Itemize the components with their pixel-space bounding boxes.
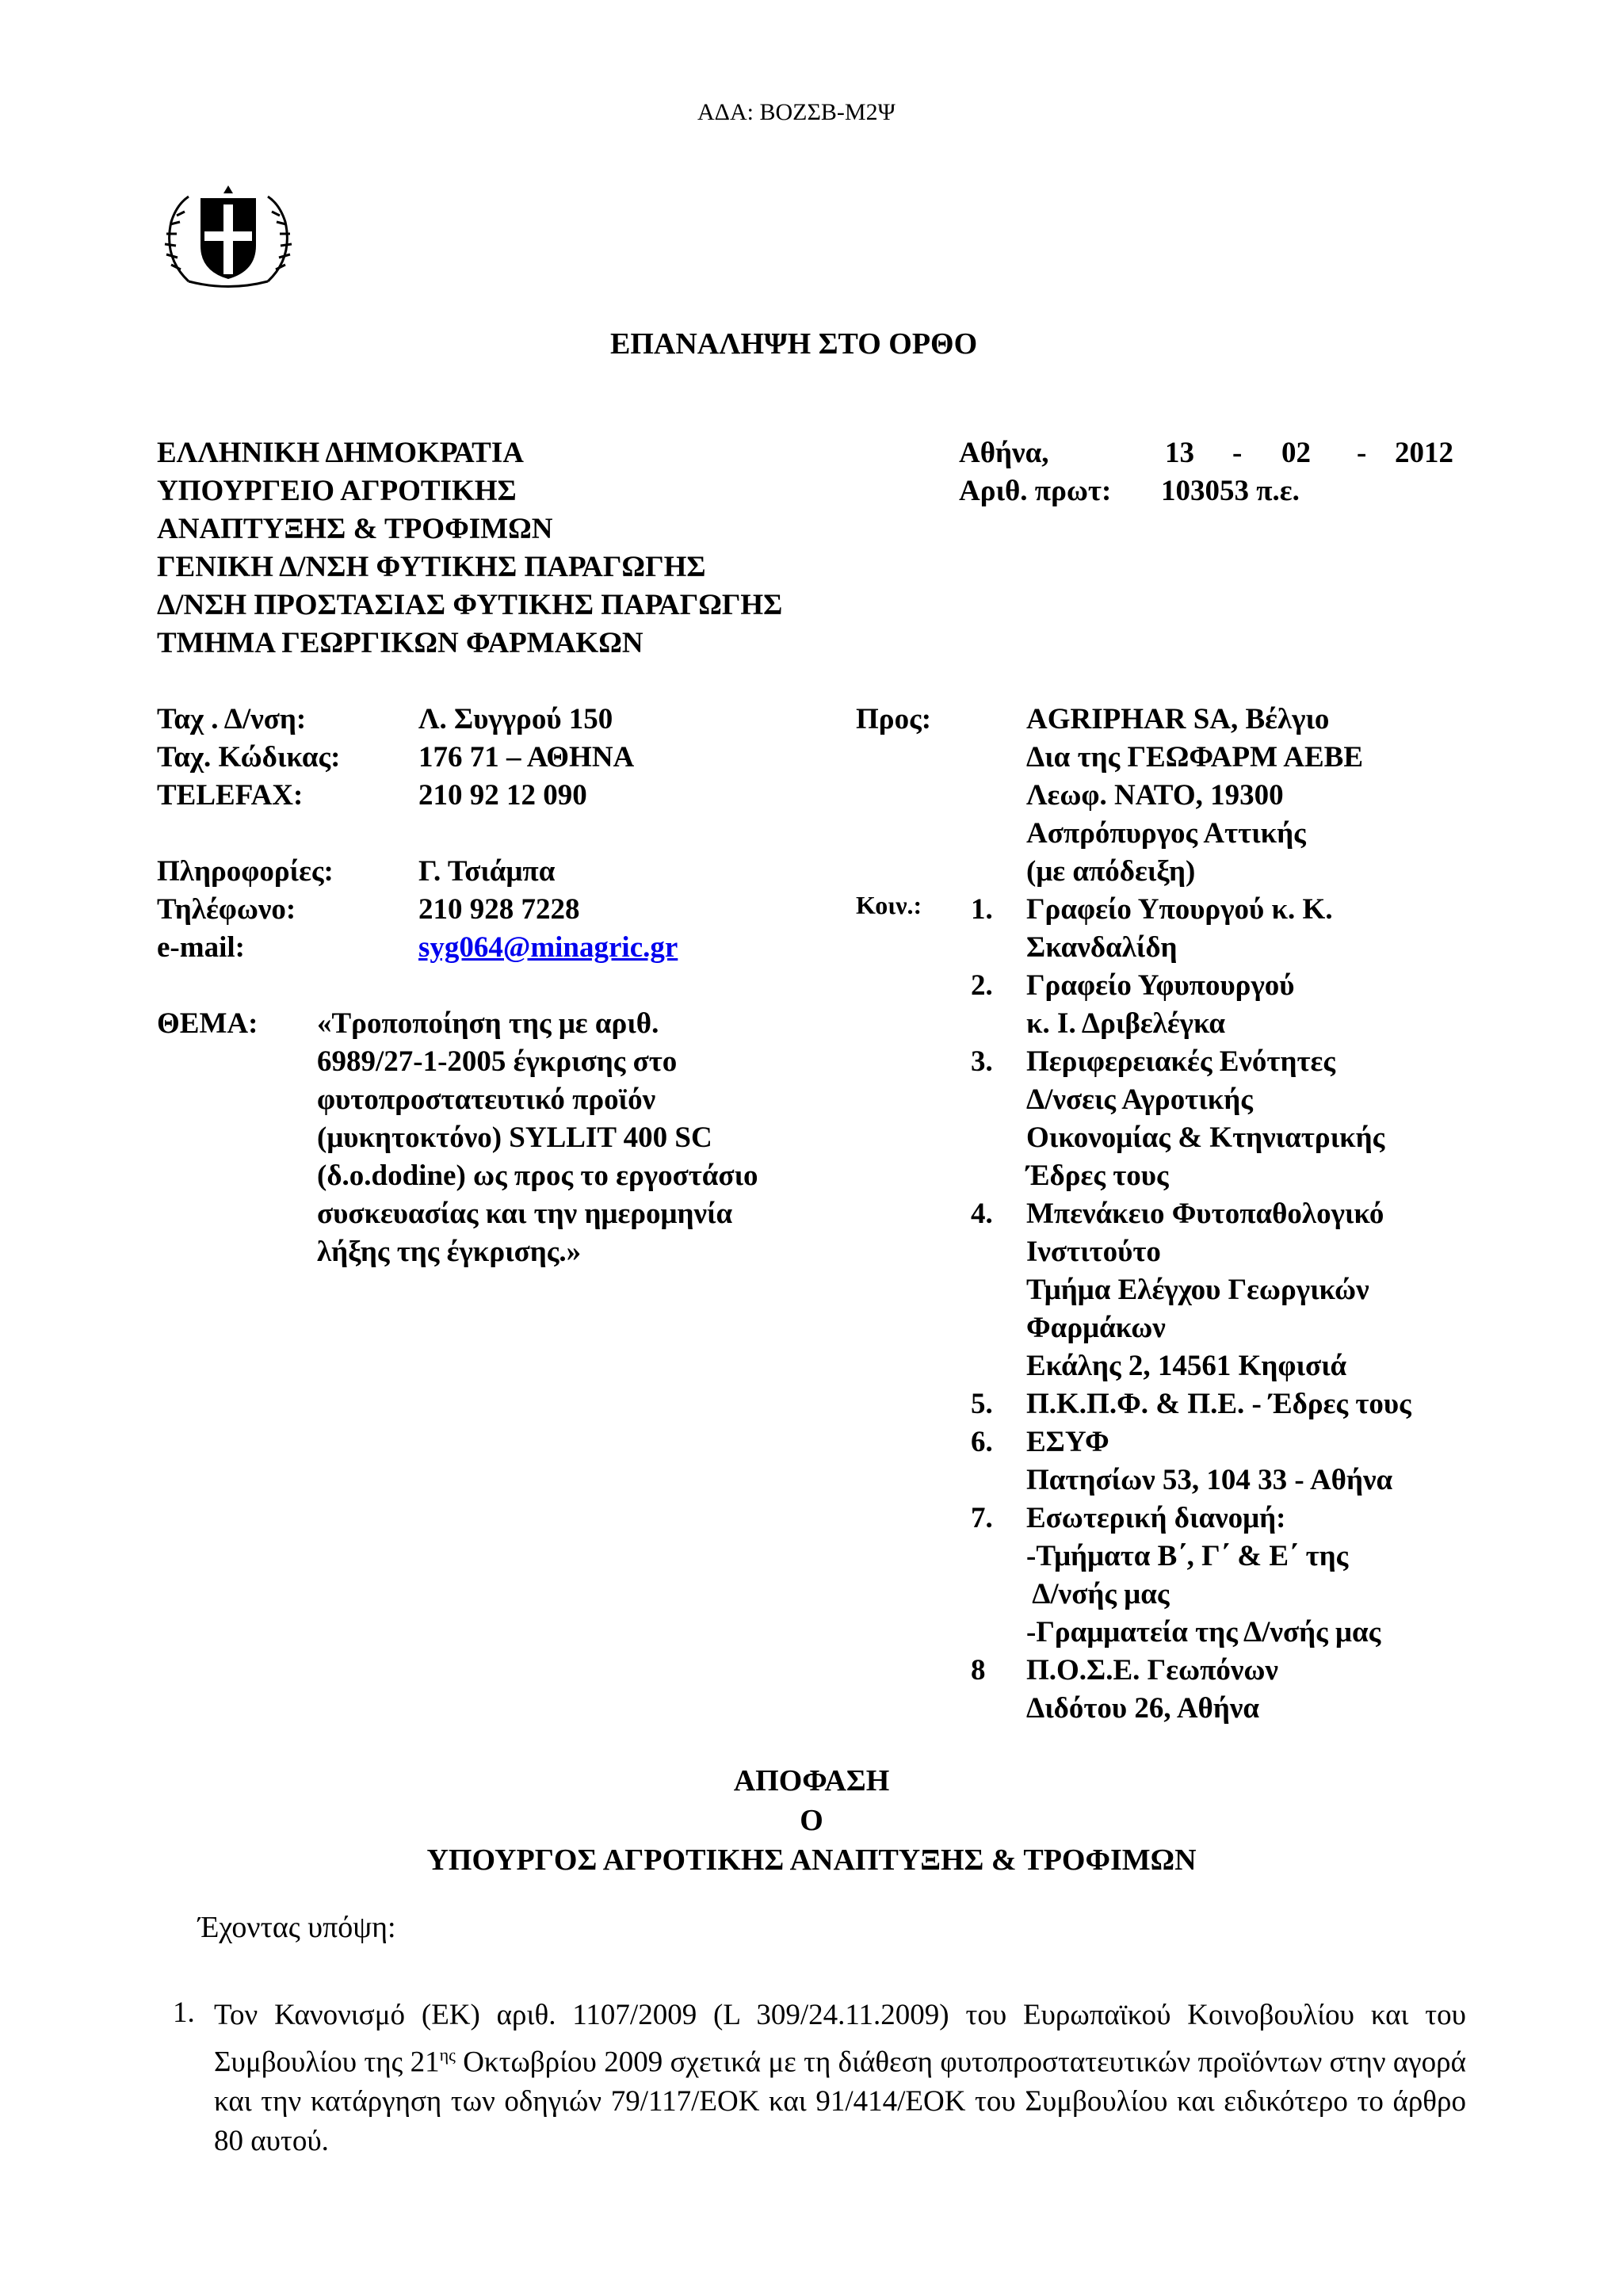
address-value: Λ. Συγγρού 150	[418, 703, 613, 735]
cc-item	[1026, 891, 1333, 967]
cc-item	[1026, 1499, 1381, 1652]
info-label: Πληροφορίες:	[157, 855, 334, 888]
decision-minister: ΥΠΟΥΡΓΟΣ ΑΓΡΟΤΙΚΗΣ ΑΝΑΠΤΥΞΗΣ & ΤΡΟΦΙΜΩΝ	[426, 1843, 1197, 1877]
body-text-part: Τον Κανονισμό (ΕΚ) αριθ. 1107/2009 (L 309/24.11.2009) του Ευρωπαϊκού Κοινοβουλίου και του Συμβουλίου της 21	[214, 1999, 1466, 2079]
cc-line: Π.Κ.Π.Φ. & Π.Ε. - Έδρες τους	[1026, 1388, 1411, 1420]
cc-item	[1026, 1423, 1392, 1499]
cc-line: Φαρμάκων	[1026, 1312, 1166, 1344]
recipient-line: AGRIPHAR SA, Βέλγιο	[1026, 703, 1330, 735]
date-month: 02	[1281, 437, 1311, 469]
cc-line: -Τμήματα Β΄, Γ΄ & Ε΄ της	[1026, 1540, 1349, 1572]
protocol-number: 103053 π.ε.	[1161, 475, 1300, 507]
subject-label: ΘΕΜΑ:	[157, 1007, 258, 1040]
cc-line: Εσωτερική διανομή:	[1026, 1502, 1286, 1534]
cc-line: κ. Ι. Δριβελέγκα	[1026, 1007, 1226, 1040]
decision-title: ΑΠΟΦΑΣΗ	[733, 1764, 890, 1797]
cc-line: Εκάλης 2, 14561 Κηφισιά	[1026, 1350, 1347, 1382]
postcode-label: Ταχ. Κώδικας:	[157, 741, 341, 774]
cc-item-number: 6.	[971, 1426, 993, 1458]
cc-item-number: 8	[971, 1654, 986, 1687]
phone-label: Τηλέφωνο:	[157, 893, 296, 926]
cc-line: Π.Ο.Σ.Ε. Γεωπόνων	[1026, 1654, 1278, 1687]
sender-line: ΥΠΟΥΡΓΕΙΟ ΑΓΡΟΤΙΚΗΣ	[157, 475, 517, 507]
date-label: Αθήνα,	[959, 437, 1049, 469]
sender-line: ΕΛΛΗΝΙΚΗ ΔΗΜΟΚΡΑΤΙΑ	[157, 437, 524, 469]
postcode-value: 176 71 – ΑΘΗΝΑ	[418, 741, 635, 774]
cc-item-number: 3.	[971, 1045, 993, 1078]
decision-article: Ο	[800, 1804, 823, 1837]
cc-line: Πατησίων 53, 104 33 - Αθήνα	[1026, 1464, 1393, 1496]
cc-line: Γραφείο Υπουργού κ. Κ.	[1026, 893, 1333, 926]
cc-line: Έδρες τους	[1026, 1159, 1169, 1192]
recipient-line: Λεωφ. ΝΑΤΟ, 19300	[1026, 779, 1284, 812]
subject-line: φυτοπροστατευτικό προϊόν	[317, 1083, 656, 1116]
cc-item	[1026, 967, 1294, 1043]
subject-text	[317, 1005, 758, 1271]
recipient-line: Δια της ΓΕΩΦΑΡΜ ΑΕΒΕ	[1026, 741, 1364, 774]
ada-code: ΑΔΑ: ΒΟΖΣΒ-Μ2Ψ	[697, 99, 896, 125]
cc-line: Οικονομίας & Κτηνιατρικής	[1026, 1121, 1385, 1154]
cc-item-number: 5.	[971, 1388, 993, 1420]
email-link[interactable]: syg064@minagric.gr	[418, 931, 678, 964]
cc-item	[1026, 1385, 1411, 1423]
cc-item	[1026, 1043, 1384, 1195]
cc-item-number: 2.	[971, 969, 993, 1002]
date-separator: -	[1232, 437, 1243, 469]
recipient-line: (με απόδειξη)	[1026, 855, 1196, 888]
subject-line: (μυκητοκτόνο) SYLLIT 400 SC	[317, 1121, 712, 1154]
cc-label: Κοιν.:	[856, 891, 922, 919]
cc-line: -Γραμματεία της Δ/νσής μας	[1026, 1616, 1381, 1648]
info-value: Γ. Τσιάμπα	[418, 855, 556, 888]
cc-line: Δ/νσεις Αγροτικής	[1026, 1083, 1253, 1116]
subject-line: 6989/27-1-2005 έγκρισης στο	[317, 1045, 678, 1078]
cc-line: Διδότου 26, Αθήνα	[1026, 1692, 1260, 1725]
recipient-label: Προς:	[856, 703, 932, 735]
cc-line: Γραφείο Υφυπουργού	[1026, 969, 1295, 1002]
recipient-block	[1026, 701, 1363, 891]
subject-line: (δ.ο.dodine) ως προς το εργοστάσιο	[317, 1159, 758, 1192]
address-label: Ταχ . Δ/νση:	[157, 703, 307, 735]
telefax-label: TELEFAX:	[157, 779, 304, 812]
cc-item	[1026, 1195, 1384, 1385]
recipient-line: Ασπρόπυργος Αττικής	[1026, 817, 1306, 850]
email-label: e-mail:	[157, 931, 245, 964]
sender-line: ΤΜΗΜΑ ΓΕΩΡΓΙΚΩΝ ΦΑΡΜΑΚΩΝ	[157, 627, 643, 659]
cc-item	[1026, 1652, 1278, 1728]
protocol-label: Αριθ. πρωτ:	[959, 475, 1112, 507]
date-separator: -	[1357, 437, 1367, 469]
telefax-value: 210 92 12 090	[418, 779, 587, 812]
subject-line: λήξης της έγκρισης.»	[317, 1236, 582, 1268]
reissue-notice: ΕΠΑΝΑΛΗΨΗ ΣΤΟ ΟΡΘΟ	[610, 327, 978, 361]
cc-item-number: 7.	[971, 1502, 993, 1534]
date-day: 13	[1165, 437, 1194, 469]
greek-coat-of-arms-emblem	[157, 182, 300, 293]
sender-line: ΓΕΝΙΚΗ Δ/ΝΣΗ ΦΥΤΙΚΗΣ ΠΑΡΑΓΩΓΗΣ	[157, 551, 706, 583]
subject-line: «Τροποποίηση της με αριθ.	[317, 1007, 659, 1040]
date-year: 2012	[1395, 437, 1453, 469]
cc-line: Τμήμα Ελέγχου Γεωργικών	[1026, 1274, 1369, 1306]
body-item-number: 1.	[173, 1996, 195, 2029]
considering-intro: Έχοντας υπόψη:	[198, 1911, 396, 1944]
body-text-part: Οκτωβρίου 2009 σχετικά με τη διάθεση φυτοπροστατευτικών προϊόντων στην αγορά και την κατάργηση των οδηγιών 79/117/ΕΟΚ και 91/414/ΕΟΚ του Συμβουλίου και ειδικότερο το άρθρο 80 αυτού.	[214, 2046, 1466, 2158]
cc-line: Δ/νσής μας	[1026, 1578, 1170, 1610]
subject-line: συσκευασίας και την ημερομηνία	[317, 1198, 733, 1230]
cc-item-number: 1.	[971, 893, 993, 926]
cc-line: Σκανδαλίδη	[1026, 931, 1178, 964]
sender-line: ΑΝΑΠΤΥΞΗΣ & ΤΡΟΦΙΜΩΝ	[157, 513, 553, 545]
ordinal-superscript: ης	[439, 2045, 456, 2065]
cc-line: ΕΣΥΦ	[1026, 1426, 1109, 1458]
cc-line: Μπενάκειο Φυτοπαθολογικό	[1026, 1198, 1384, 1230]
body-item-text	[214, 1996, 1466, 2161]
cc-line: Ινστιτούτο	[1026, 1236, 1161, 1268]
sender-line: Δ/ΝΣΗ ΠΡΟΣΤΑΣΙΑΣ ΦΥΤΙΚΗΣ ΠΑΡΑΓΩΓΗΣ	[157, 589, 783, 621]
cc-line: Περιφερειακές Ενότητες	[1026, 1045, 1335, 1078]
sender-block	[157, 434, 782, 663]
phone-value: 210 928 7228	[418, 893, 580, 926]
cc-item-number: 4.	[971, 1198, 993, 1230]
